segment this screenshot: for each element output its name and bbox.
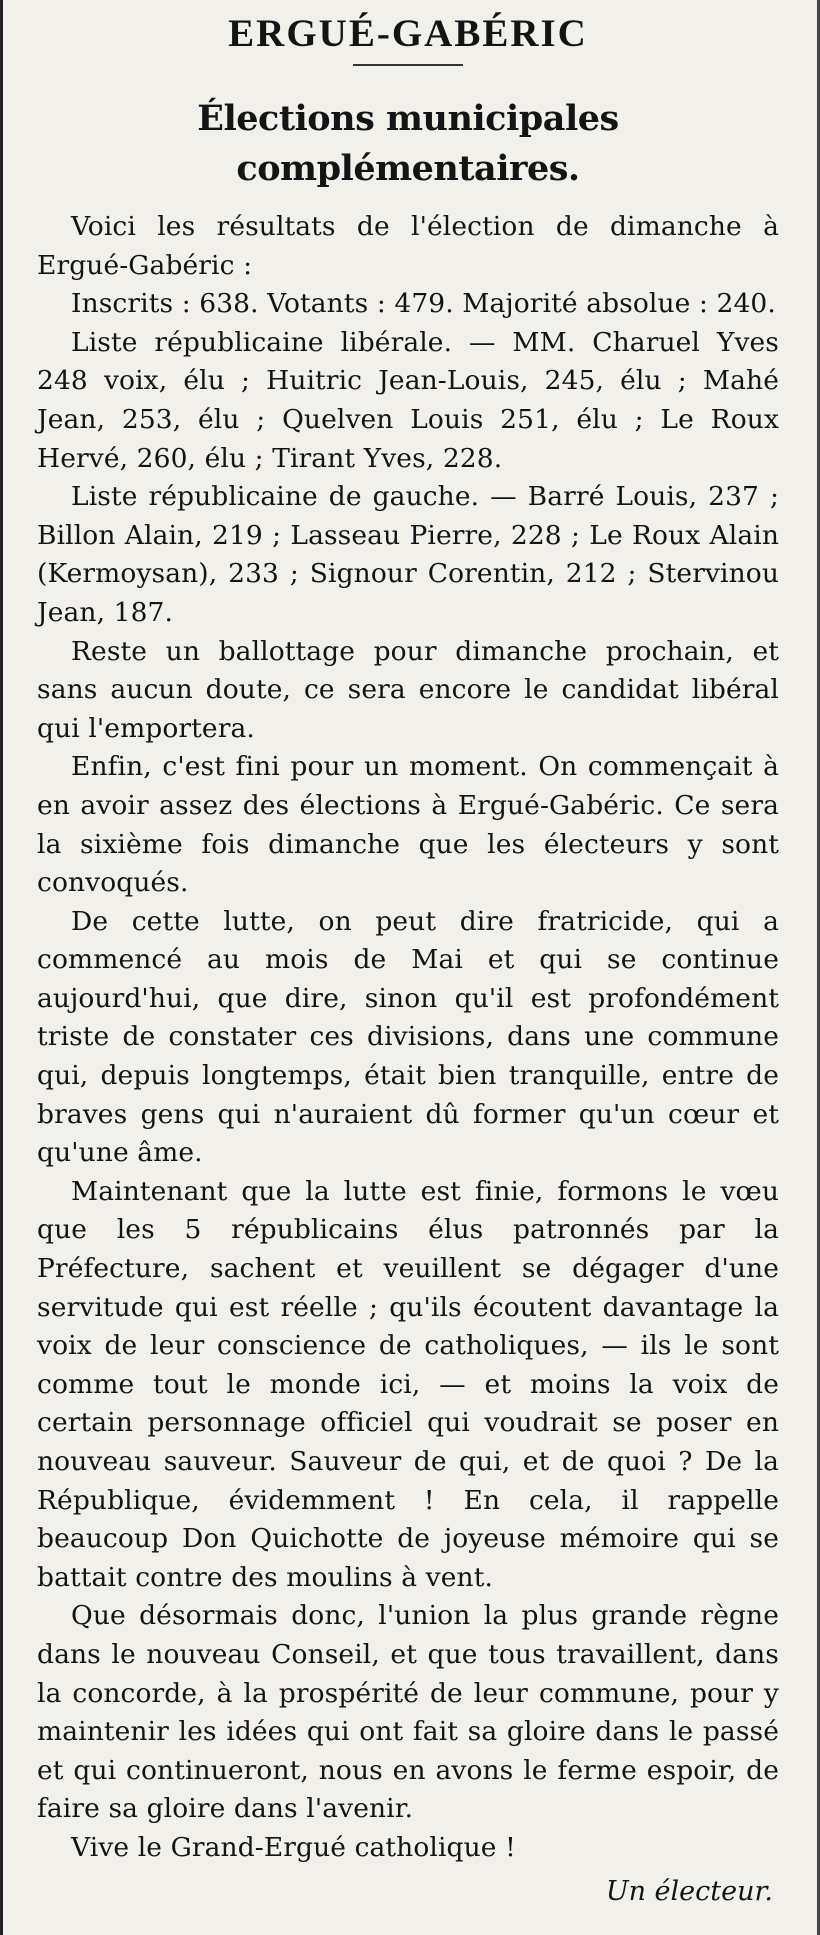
paragraph-vive: Vive le Grand-Ergué catholique ! [71, 1831, 516, 1863]
heading-divider [353, 64, 463, 66]
paragraph-left-list: Liste républicaine de gauche. — Barré Louis, 237 ; Billon Alain, 219 ; Lasseau Pierre, 228 ; Le Roux Alain (Kermoysan), 233 ; Signour Corentin, 212 ; Stervinou Jean, 187. [37, 481, 779, 628]
paragraph-voeu: Maintenant que la lutte est finie, formons le vœu que les 5 républicains élus patronnés par la Préfecture, sachent et veuillent se dégager d'une servitude qui est réelle ; qu'ils écoutent davantage la voix de leur conscience de catholiques, — ils le sont comme tout le monde ici, — et moins la voix de certain personnage officiel qui voudrait se poser en nouveau sauveur. Sauveur de qui, et de quoi ? De la République, évidemment ! En cela, il rappelle beaucoup Don Quichotte de joyeuse mémoire qui se battait contre des moulins à vent. [37, 1175, 779, 1593]
paragraph-union: Que désormais donc, l'union la plus grande règne dans le nouveau Conseil, et que tous travaillent, dans la concorde, à la prospérité de leur commune, pour y maintenir les idées qui ont fait sa gloire dans le passé et qui continueront, nous en avons le ferme espoir, de faire sa gloire dans l'avenir. [37, 1600, 779, 1825]
article-heading: ERGUÉ-GABÉRIC [228, 12, 588, 55]
paragraph-fini: Enfin, c'est fini pour un moment. On commençait à en avoir assez des élections à Ergué-Gabéric. Ce sera la sixième fois dimanche que les électeurs y sont convoqués. [37, 751, 779, 899]
paragraph-lutte: De cette lutte, on peut dire fratricide, qui a commencé au mois de Mai et qui se continue aujourd'hui, que dire, sinon qu'il est profondément triste de constater ces divisions, dans une commune qui, depuis longtemps, était bien tranquille, entre de braves gens qui n'auraient dû former qu'un cœur et qu'une âme. [37, 905, 779, 1169]
signature: Un électeur. [605, 1875, 773, 1907]
paragraph-counts: Inscrits : 638. Votants : 479. Majorité absolue : 240. [71, 288, 776, 320]
article-subheading: Élections municipales complémentaires. [197, 98, 619, 189]
paragraph-intro: Voici les résultats de l'élection de dimanche à Ergué-Gabéric : [37, 211, 779, 281]
paragraph-liberal-list: Liste républicaine libérale. — MM. Charuel Yves 248 voix, élu ; Huitric Jean-Louis, 245, élu ; Mahé Jean, 253, élu ; Quelven Louis 251, élu ; Le Roux Hervé, 260, élu ; Tirant Yves, 228. [37, 326, 779, 474]
paragraph-ballottage: Reste un ballottage pour dimanche prochain, et sans aucun doute, ce sera encore le candidat libéral qui l'emportera. [37, 635, 779, 744]
